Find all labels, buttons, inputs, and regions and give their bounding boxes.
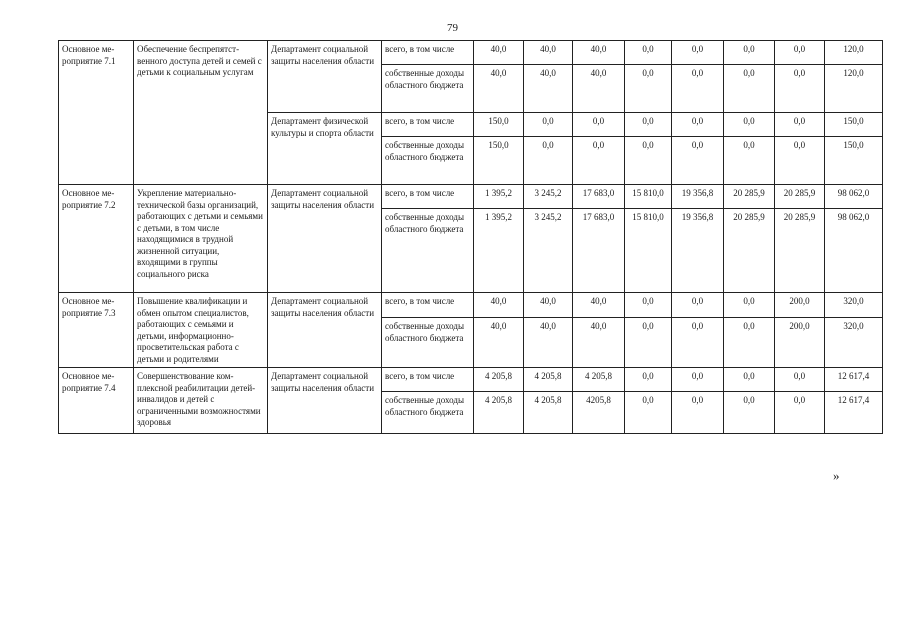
table-row — [59, 185, 883, 209]
year-value-cell: 0,0 — [724, 65, 775, 113]
year-value-cell: 0,0 — [672, 293, 724, 318]
funding-source: всего, в том числе — [382, 293, 474, 318]
department-name: Департамент физической культуры и спорта области — [268, 113, 382, 185]
year-value-cell: 0,0 — [625, 293, 672, 318]
total-value-cell: 150,0 — [825, 113, 883, 137]
year-value-cell: 0,0 — [724, 318, 775, 368]
total-value-cell: 320,0 — [825, 293, 883, 318]
year-value-cell: 40,0 — [573, 318, 625, 368]
budget-table — [58, 40, 883, 434]
funding-source: всего, в том числе — [382, 185, 474, 209]
department-name: Департамент социальной защиты населения области — [268, 368, 382, 434]
year-value-cell: 0,0 — [724, 137, 775, 185]
year-value-cell: 19 356,8 — [672, 209, 724, 293]
year-value-cell: 0,0 — [625, 392, 672, 434]
year-value-cell: 40,0 — [524, 318, 573, 368]
total-value-cell: 320,0 — [825, 318, 883, 368]
year-value-cell: 0,0 — [672, 41, 724, 65]
year-value-cell: 150,0 — [474, 137, 524, 185]
year-value-cell: 40,0 — [573, 41, 625, 65]
year-value-cell: 200,0 — [775, 293, 825, 318]
activity-description: Повышение квалификации и обмен опытом специалистов, работающих с семьями и детьми, информационно-просветительская работа с детьми и родителями — [134, 293, 268, 368]
year-value-cell: 1 395,2 — [474, 185, 524, 209]
year-value-cell: 150,0 — [474, 113, 524, 137]
activity-description: Обеспечение беспрепятственного доступа детей и семей с детьми к социальным услугам — [134, 41, 268, 185]
year-value-cell: 17 683,0 — [573, 185, 625, 209]
year-value-cell: 15 810,0 — [625, 209, 672, 293]
year-value-cell: 0,0 — [625, 137, 672, 185]
year-value-cell: 0,0 — [573, 113, 625, 137]
funding-source: всего, в том числе — [382, 113, 474, 137]
year-value-cell: 3 245,2 — [524, 185, 573, 209]
closing-quote-mark: » — [833, 468, 840, 483]
funding-source: собственные доходы областного бюджета — [382, 318, 474, 368]
table-row — [59, 368, 883, 392]
year-value-cell: 0,0 — [625, 41, 672, 65]
funding-source: собственные доходы областного бюджета — [382, 65, 474, 113]
year-value-cell: 0,0 — [775, 392, 825, 434]
total-value-cell: 12 617,4 — [825, 392, 883, 434]
year-value-cell: 0,0 — [524, 137, 573, 185]
year-value-cell: 0,0 — [724, 113, 775, 137]
year-value-cell: 40,0 — [524, 293, 573, 318]
year-value-cell: 40,0 — [524, 65, 573, 113]
table-row — [59, 41, 883, 65]
funding-source: собственные доходы областного бюджета — [382, 209, 474, 293]
year-value-cell: 4 205,8 — [573, 368, 625, 392]
activity-name: Основное мероприятие 7.4 — [59, 368, 134, 434]
year-value-cell: 20 285,9 — [724, 185, 775, 209]
year-value-cell: 0,0 — [625, 368, 672, 392]
year-value-cell: 0,0 — [724, 41, 775, 65]
year-value-cell: 0,0 — [672, 392, 724, 434]
total-value-cell: 98 062,0 — [825, 209, 883, 293]
year-value-cell: 40,0 — [474, 318, 524, 368]
activity-description: Совершенствование комплексной реабилитации детей-инвалидов и детей с ограниченными возможностями здоровья — [134, 368, 268, 434]
year-value-cell: 200,0 — [775, 318, 825, 368]
year-value-cell: 0,0 — [672, 137, 724, 185]
year-value-cell: 3 245,2 — [524, 209, 573, 293]
activity-description: Укрепление материально-технической базы организаций, работающих с детьми и семьями с детьми, в том числе находящимися в трудной жизненной ситуации, входящими в группы социального риска — [134, 185, 268, 293]
year-value-cell: 0,0 — [775, 41, 825, 65]
year-value-cell: 4 205,8 — [474, 368, 524, 392]
total-value-cell: 12 617,4 — [825, 368, 883, 392]
year-value-cell: 0,0 — [775, 137, 825, 185]
year-value-cell: 0,0 — [724, 293, 775, 318]
year-value-cell: 0,0 — [672, 368, 724, 392]
year-value-cell: 4205,8 — [573, 392, 625, 434]
year-value-cell: 40,0 — [573, 65, 625, 113]
year-value-cell: 17 683,0 — [573, 209, 625, 293]
year-value-cell: 40,0 — [474, 293, 524, 318]
year-value-cell: 15 810,0 — [625, 185, 672, 209]
department-name: Департамент социальной защиты населения области — [268, 185, 382, 293]
year-value-cell: 0,0 — [724, 368, 775, 392]
activity-name: Основное мероприятие 7.3 — [59, 293, 134, 368]
department-name: Департамент социальной защиты населения области — [268, 293, 382, 368]
funding-source: собственные доходы областного бюджета — [382, 137, 474, 185]
year-value-cell: 40,0 — [474, 41, 524, 65]
total-value-cell: 120,0 — [825, 41, 883, 65]
year-value-cell: 0,0 — [672, 113, 724, 137]
year-value-cell: 20 285,9 — [724, 209, 775, 293]
year-value-cell: 0,0 — [775, 65, 825, 113]
year-value-cell: 0,0 — [625, 65, 672, 113]
year-value-cell: 20 285,9 — [775, 209, 825, 293]
activity-name: Основное мероприятие 7.1 — [59, 41, 134, 185]
year-value-cell: 1 395,2 — [474, 209, 524, 293]
total-value-cell: 98 062,0 — [825, 185, 883, 209]
year-value-cell: 4 205,8 — [474, 392, 524, 434]
year-value-cell: 0,0 — [672, 65, 724, 113]
year-value-cell: 19 356,8 — [672, 185, 724, 209]
year-value-cell: 0,0 — [573, 137, 625, 185]
page-number: 79 — [447, 22, 458, 34]
year-value-cell: 40,0 — [573, 293, 625, 318]
year-value-cell: 0,0 — [672, 318, 724, 368]
year-value-cell: 40,0 — [524, 41, 573, 65]
year-value-cell: 4 205,8 — [524, 392, 573, 434]
year-value-cell: 40,0 — [474, 65, 524, 113]
total-value-cell: 150,0 — [825, 137, 883, 185]
funding-source: всего, в том числе — [382, 41, 474, 65]
year-value-cell: 0,0 — [625, 318, 672, 368]
year-value-cell: 0,0 — [524, 113, 573, 137]
funding-source: собственные доходы областного бюджета — [382, 392, 474, 434]
year-value-cell: 0,0 — [724, 392, 775, 434]
year-value-cell: 0,0 — [775, 113, 825, 137]
year-value-cell: 0,0 — [775, 368, 825, 392]
table-row — [59, 293, 883, 318]
year-value-cell: 0,0 — [625, 113, 672, 137]
year-value-cell: 20 285,9 — [775, 185, 825, 209]
year-value-cell: 4 205,8 — [524, 368, 573, 392]
total-value-cell: 120,0 — [825, 65, 883, 113]
funding-source: всего, в том числе — [382, 368, 474, 392]
activity-name: Основное мероприятие 7.2 — [59, 185, 134, 293]
department-name: Департамент социальной защиты населения области — [268, 41, 382, 113]
